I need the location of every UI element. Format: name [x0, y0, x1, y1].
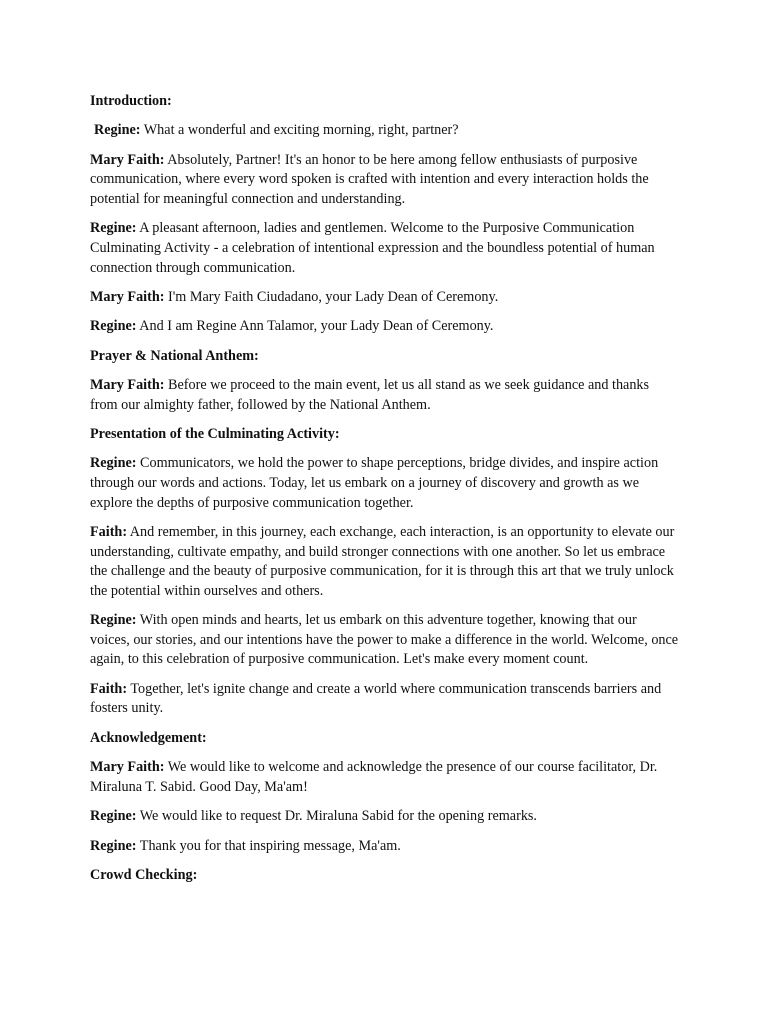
dialogue-text: With open minds and hearts, let us embark on this adventure together, knowing that our voices, our stories, and our intentions have the power to make a difference in the world. Welcome, once again, to this celebration of purposive communication. Let's make every moment count. [90, 612, 679, 668]
section-heading-prayer: Prayer & National Anthem: [90, 347, 259, 364]
section-heading-introduction: Introduction: [90, 93, 172, 109]
document-page [90, 92, 680, 895]
dialogue-line [90, 837, 680, 857]
speaker-label: Regine: [90, 318, 137, 335]
speaker-label: Faith: [90, 680, 128, 697]
section-heading-crowd-checking: Crowd Checking: [90, 866, 198, 883]
speaker-label: Regine: [90, 455, 137, 472]
dialogue-text: We would like to request Dr. Miraluna Sabid for the opening remarks. [136, 808, 537, 825]
dialogue-line [90, 454, 680, 513]
dialogue-text: Communicators, we hold the power to shape perceptions, bridge divides, and inspire action through our words and actions. Today, let us embark on a journey of discovery and growth as we explore the depths of purposive communication together. [90, 455, 659, 511]
dialogue-text: Before we proceed to the main event, let us all stand as we seek guidance and thanks from our almighty father, followed by the National Anthem. [90, 377, 650, 413]
speaker-label: Regine: [90, 220, 137, 237]
speaker-label: Regine: [90, 808, 137, 825]
speaker-label: Regine: [94, 122, 141, 139]
speaker-label: Mary Faith: [90, 288, 165, 305]
dialogue-line [90, 288, 680, 308]
dialogue-line [90, 523, 680, 601]
dialogue-text: A pleasant afternoon, ladies and gentlemen. Welcome to the Purposive Communication Culminating Activity - a celebration of intentional expression and the boundless potential of human connection through communication. [90, 220, 655, 276]
dialogue-text: And I am Regine Ann Talamor, your Lady Dean of Ceremony. [136, 318, 494, 335]
dialogue-text: Together, let's ignite change and create a world where communication transcends barriers and fosters unity. [90, 680, 662, 717]
dialogue-line [90, 807, 680, 827]
dialogue-line [90, 219, 680, 278]
speaker-label: Regine: [90, 612, 137, 629]
dialogue-text: We would like to welcome and acknowledge the presence of our course facilitator, Dr. Miraluna T. Sabid. Good Day, Ma'am! [90, 759, 658, 795]
speaker-label: Mary Faith: [90, 377, 165, 394]
speaker-label: Mary Faith: [90, 759, 165, 776]
dialogue-line [90, 151, 680, 210]
dialogue-text: And remember, in this journey, each exchange, each interaction, is an opportunity to elevate our understanding, cultivate empathy, and build stronger connections with one another. So let us embrace the challenge and the beauty of purposive communication, for it is through this art that we truly unlock the potential within ourselves and others. [90, 524, 675, 599]
dialogue-text: Absolutely, Partner! It's an honor to be here among fellow enthusiasts of purposive communication, where every word spoken is crafted with intention and every interaction holds the potential for meaningful connection and understanding. [90, 151, 649, 207]
dialogue-line [90, 758, 680, 797]
speaker-label: Regine: [90, 837, 137, 854]
dialogue-line [90, 680, 680, 719]
speaker-label: Mary Faith: [90, 151, 165, 168]
dialogue-text: I'm Mary Faith Ciudadano, your Lady Dean of Ceremony. [164, 288, 499, 305]
dialogue-line [90, 317, 680, 337]
dialogue-text: What a wonderful and exciting morning, right, partner? [140, 122, 459, 139]
dialogue-text: Thank you for that inspiring message, Ma'am. [136, 837, 401, 854]
dialogue-line [90, 611, 680, 670]
section-heading-presentation: Presentation of the Culminating Activity: [90, 426, 340, 443]
speaker-label: Faith: [90, 524, 128, 541]
section-heading-acknowledgement: Acknowledgement: [90, 729, 207, 746]
dialogue-line [90, 376, 680, 415]
dialogue-line [90, 121, 680, 141]
